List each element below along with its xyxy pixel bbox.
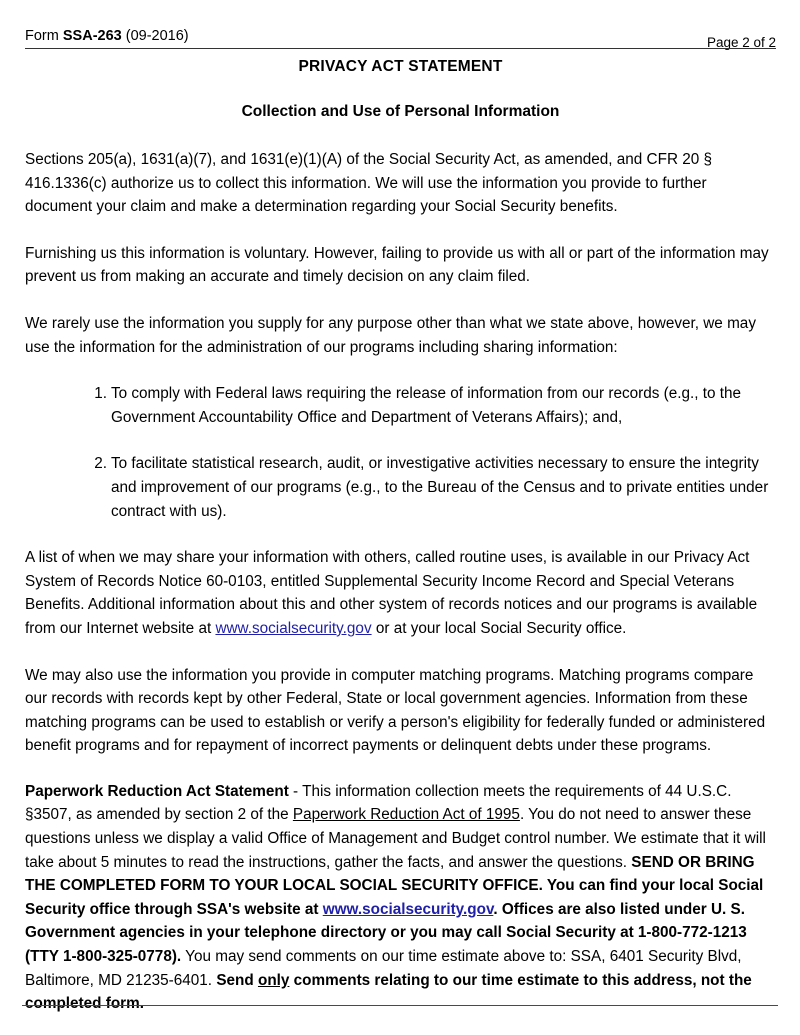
page-indicator: Page 2 of 2 bbox=[706, 35, 776, 50]
routine-uses-text-after-link: or at your local Social Security office. bbox=[371, 619, 627, 637]
paragraph-voluntary-notice: Furnishing us this information is voluntary. However, failing to provide us with all or part of the information may prevent us from making an accurate and timely decision on any claim filed. bbox=[25, 244, 769, 286]
routine-uses-list bbox=[25, 382, 776, 523]
paperwork-act-1995-title: Paperwork Reduction Act of 1995 bbox=[292, 806, 520, 824]
form-revision: (09-2016) bbox=[125, 28, 189, 44]
paragraph-routine-uses-notice bbox=[25, 546, 776, 640]
list-item bbox=[25, 382, 776, 429]
paragraph-paperwork-reduction-act bbox=[25, 780, 776, 1016]
list-item-label: To comply with Federal laws requiring the release of information from our records (e.g., to the Government Accountability Office and Department of Veterans Affairs); and, bbox=[111, 385, 742, 426]
form-label: Form bbox=[25, 28, 59, 44]
paperwork-send-only-prefix: Send bbox=[216, 971, 258, 989]
paperwork-send-or-bring-notice: SEND OR BRING THE COMPLETED FORM TO YOUR LOCAL SOCIAL SECURITY OFFICE. You can find your local Social Security office through SSA's website at bbox=[25, 853, 764, 918]
footer-divider bbox=[22, 1005, 778, 1006]
page-subtitle: Collection and Use of Personal Information bbox=[241, 103, 560, 120]
socialsecurity-link-2[interactable]: www.socialsecurity.gov bbox=[322, 900, 494, 918]
paragraph-sections-authority: Sections 205(a), 1631(a)(7), and 1631(e)(1)(A) of the Social Security Act, as amended, and CFR 20 § 416.1336(c) authorize us to collect this information. We will use the information you provide to further document your claim and make a determination regarding your Social Security benefits. bbox=[25, 151, 713, 216]
paperwork-segment-3: . You do not need to answer these questions unless we display a valid Office of Management and Budget control number. We estimate that it will take about 5 minutes to read the instructions, gather the facts, and answer the questions. bbox=[25, 806, 766, 871]
list-item-marker: 1. bbox=[94, 385, 107, 403]
header-divider bbox=[25, 48, 776, 49]
paperwork-offices-notice: . Offices are also listed under U. S. Government agencies in your telephone directory or you may call Social Security at 1-800-772-1213 (TTY 1-800-325-0778). bbox=[25, 900, 747, 966]
paperwork-heading: Paperwork Reduction Act Statement bbox=[25, 782, 289, 800]
page-title: PRIVACY ACT STATEMENT bbox=[298, 58, 503, 75]
paperwork-segment-1: - This information collection meets the requirements of 44 U.S.C. §3507, as amended by section 2 of the bbox=[25, 782, 732, 824]
paperwork-only-emphasis: only bbox=[257, 971, 290, 989]
list-item bbox=[25, 452, 776, 523]
form-number: SSA-263 bbox=[62, 28, 122, 44]
paragraph-computer-matching: We may also use the information you provide in computer matching programs. Matching programs compare our records with records kept by other Federal, State or local government agencies. Information from these matching programs can be used to establish or verify a person's eligibility for federally funded or administered benefit programs and for repayment of incorrect payments or delinquent debts under these programs. bbox=[25, 666, 766, 755]
list-item-marker: 2. bbox=[94, 455, 107, 473]
paragraph-rare-use: We rarely use the information you supply for any purpose other than what we state above, however, we may use the information for the administration of our programs including sharing information: bbox=[25, 314, 756, 356]
routine-uses-text-before-link: A list of when we may share your information with others, called routine uses, is available in our Privacy Act System of Records Notice 60-0103, entitled Supplemental Security Income Record and Special Veterans Benefits. Additional information about this and other system of records notices and our programs is available from our Internet website at bbox=[25, 549, 758, 637]
form-identifier bbox=[25, 28, 189, 44]
paperwork-send-only-suffix: comments relating to our time estimate to this address, not the completed form. bbox=[25, 971, 752, 1013]
document-content bbox=[25, 52, 776, 1016]
page-header bbox=[0, 0, 800, 50]
list-item-label: To facilitate statistical research, audit, or investigative activities necessary to ensure the integrity and improvement of our programs (e.g., to the Bureau of the Census and to private entities under contract with us). bbox=[111, 455, 769, 520]
paperwork-comments-address: You may send comments on our time estimate above to: SSA, 6401 Security Blvd, Baltimore, MD 21235-6401. bbox=[25, 948, 742, 989]
socialsecurity-link[interactable]: www.socialsecurity.gov bbox=[215, 619, 372, 637]
